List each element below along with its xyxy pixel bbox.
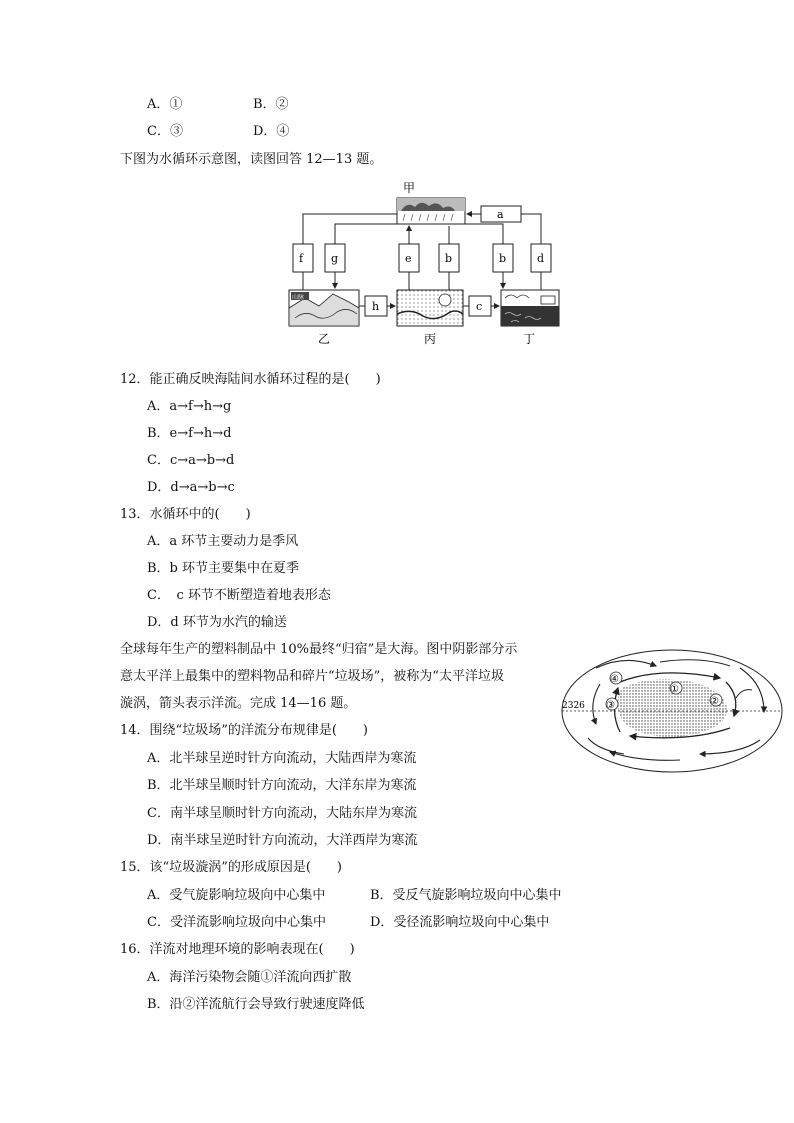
box-f: f — [299, 252, 304, 265]
option-a: A．① — [147, 97, 183, 112]
q12-option-b: B．e→f→h→d — [147, 426, 232, 441]
q15-option-d: D．受径流影响垃圾向中心集中 — [370, 915, 550, 930]
q13-option-a: A．a 环节主要动力是季风 — [147, 534, 299, 549]
q15-option-a: A．受气旋影响垃圾向中心集中 — [147, 888, 326, 903]
box-c: c — [476, 300, 483, 313]
label-shanmai: 山脉 — [292, 294, 305, 301]
svg-text:④: ④ — [610, 674, 619, 685]
q15-option-b: B．受反气旋影响垃圾向中心集中 — [370, 888, 562, 903]
label-bing: 丙 — [424, 332, 437, 346]
land-yi-box — [289, 290, 359, 326]
q13-option-b: B．b 环节主要集中在夏季 — [147, 561, 300, 576]
svg-text:③: ③ — [606, 700, 615, 711]
q14-option-c: C．南半球呈顺时针方向流动，大陆东岸为寒流 — [147, 806, 417, 821]
intro-14-16-line1: 全球每年生产的塑料制品中 10%最终“归宿”是大海。图中阴影部分示 — [120, 642, 518, 657]
label-yi: 乙 — [318, 332, 331, 346]
label-ding: 丁 — [523, 332, 536, 346]
q12-option-d: D．d→a→b→c — [147, 480, 235, 495]
latitude-label: 2326 — [562, 701, 585, 711]
q16-option-a: A．海洋污染物会随①洋流向西扩散 — [147, 970, 352, 985]
q13-option-d: D．d 环节为水汽的输送 — [147, 615, 287, 630]
svg-text:②: ② — [710, 696, 719, 707]
box-d: d — [537, 252, 545, 265]
q15-stem: 15．该“垃圾漩涡”的形成原因是( ) — [120, 860, 342, 875]
intro-14-16-line3: 漩涡，箭头表示洋流。完成 14—16 题。 — [120, 696, 357, 711]
intro-14-16-line2: 意太平洋上最集中的塑料物品和碎片“垃圾场”，被称为“太平洋垃圾 — [120, 669, 504, 684]
q13-stem: 13．水循环中的( ) — [120, 507, 251, 522]
q14-option-d: D．南半球呈逆时针方向流动，大洋西岸为寒流 — [147, 833, 418, 848]
q14-stem: 14．围绕“垃圾场”的洋流分布规律是( ) — [120, 723, 368, 738]
q14-option-b: B．北半球呈顺时针方向流动，大洋东岸为寒流 — [147, 778, 417, 793]
box-b-middle: b — [445, 252, 453, 265]
box-b-right: b — [499, 252, 507, 265]
cloud-box — [397, 198, 465, 224]
q13-option-c: C． c 环节不断塑造着地表形态 — [147, 588, 331, 603]
q12-option-a: A．a→f→h→g — [147, 399, 232, 414]
pacific-gyre-map — [560, 648, 784, 776]
option-d: D．④ — [253, 124, 290, 139]
box-h: h — [372, 300, 380, 313]
box-a: a — [497, 208, 504, 221]
q15-option-c: C．受洋流影响垃圾向中心集中 — [147, 915, 326, 930]
water-cycle-diagram — [285, 178, 565, 348]
option-c: C．③ — [147, 124, 183, 139]
q16-option-b: B．沿②洋流航行会导致行驶速度降低 — [147, 997, 365, 1012]
land-bing-box — [397, 290, 463, 326]
box-g: g — [331, 252, 339, 265]
q16-stem: 16．洋流对地理环境的影响表现在( ) — [120, 942, 355, 957]
box-e: e — [405, 252, 412, 265]
option-b: B．② — [253, 97, 289, 112]
q12-option-c: C．c→a→b→d — [147, 453, 235, 468]
sea-ding-box — [501, 290, 559, 326]
q12-stem: 12．能正确反映海陆间水循环过程的是( ) — [120, 372, 381, 387]
intro-12-13: 下图为水循环示意图，读图回答 12—13 题。 — [120, 152, 383, 167]
q14-option-a: A．北半球呈逆时针方向流动，大陆西岸为寒流 — [147, 751, 417, 766]
svg-text:①: ① — [670, 684, 679, 695]
label-jia: 甲 — [403, 181, 416, 195]
